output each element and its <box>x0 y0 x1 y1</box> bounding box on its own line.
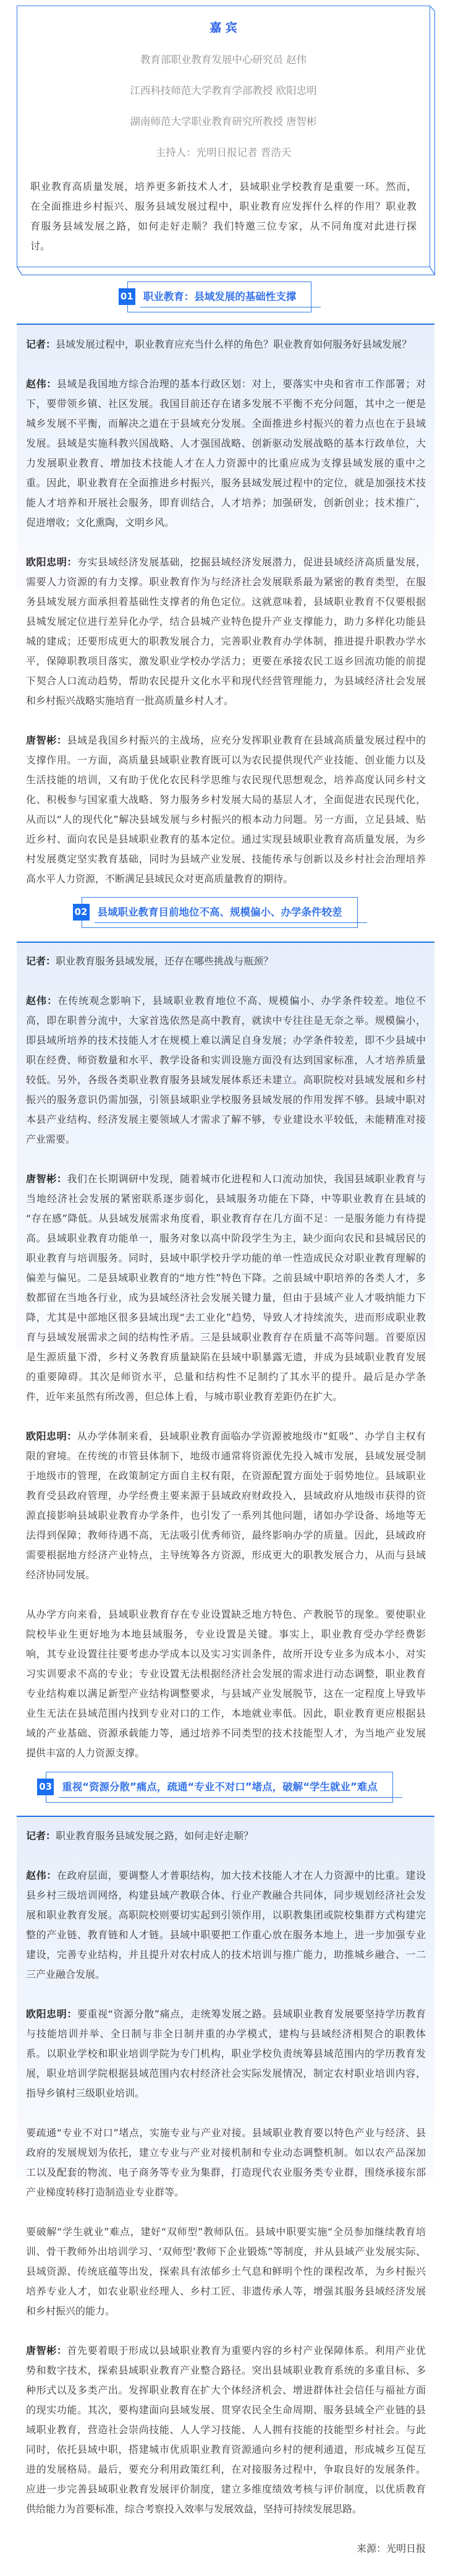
text-line: 指导乡镇村三级职业培训。 <box>26 2087 145 2099</box>
text-line: 从办学方向来看，县域职业教育存在专业设置缺乏地方特色、产教脱节的现象。要使职业 <box>26 1608 426 1620</box>
line-text: 职业教育服务县域发展，还存在哪些挑战与瓶颈？ <box>56 955 274 967</box>
intro-paragraph <box>30 177 417 256</box>
section-header-03 <box>0 1772 453 1803</box>
line-text: 职业教育服务县域发展之路，如何走好走顺？ <box>56 1830 254 1842</box>
text-line: 经济协同发展。 <box>26 1569 96 1581</box>
text-line: 工以及配套的物流、电子商务等专业为集群，打造现代农业服务类专业群，围绕承接东部 <box>26 2166 426 2178</box>
text-line: 生活技能的培训，又有助于优化农民科学思维与农民现代思想观念，培养高度认同乡村文 <box>26 774 426 786</box>
text-line: 响，其专业设置往往要考虑办学成本以及实习实训条件，故所开设专业多为成本小、对实 <box>26 1648 426 1660</box>
speaker-label: 赵伟： <box>26 1870 57 1881</box>
text-line: 产业梯度转移打造制造业专业群等。 <box>26 2186 185 2198</box>
answer-paragraph <box>26 374 426 533</box>
text-line: 力发展职业教育、增加技术技能人才在人力资源中的比重应成为支撑县域发展的重中之 <box>26 457 426 469</box>
text-line: 培养专业人才，如农业职业经理人、乡村工匠、非遗传承人等，增强其服务县域经济发展 <box>26 2285 426 2297</box>
answer-paragraph-continued <box>26 1605 426 1763</box>
section-header-01 <box>0 281 453 312</box>
text-line: 职在经费、师资数量和水平、教学设备和实训设施方面没有达到国家标准，人才培养质量 <box>26 1054 426 1066</box>
text-line: 高，即在职普分流中，大家首选依然是高中教育，就读中专往往是无奈之举。规模偏小， <box>26 1015 426 1026</box>
panel-body <box>26 951 426 1763</box>
text-line <box>26 552 426 572</box>
text-line: 促进增收；文化熏陶，文明乡风。 <box>26 517 175 528</box>
text-line: 同时，依托县域中职，搭建城市优质职业教育资源通向乡村的便利通道，形成城乡互促互 <box>26 2444 426 2455</box>
answer-paragraph <box>26 2341 426 2519</box>
text-line: 进的发展格局。最后，要充分利用政策红利，在对接服务过程中，争取良好的发展条件。 <box>26 2463 426 2475</box>
guest-list <box>30 38 417 163</box>
text-line: 较低。另外，各级各类职业教育服务县域发展体系还未建立。高职院校对县域发展和乡村 <box>26 1074 426 1086</box>
line-text: 县域是我国乡村振兴的主战场，应充分发挥职业教育在县域高质量发展过程中的 <box>67 734 426 746</box>
text-line: 振兴的服务意识仍需加强，引领县域职业学校服务县域发展的作用发挥不够。县域中职对 <box>26 1094 426 1106</box>
text-line: 讨。 <box>30 240 51 252</box>
guest-intro-inner <box>17 6 430 267</box>
text-line: 限的窘境。在传统的市管县体制下，地级市通常将资源优先投入城市发展，县域发展受制 <box>26 1450 426 1462</box>
answer-paragraph <box>26 991 426 1149</box>
answer-paragraph <box>26 1169 426 1407</box>
text-line: 要破解“学生就业”难点，建好“双师型”教师队伍。县域中职要实施“全员参加继续教育培 <box>26 2226 426 2238</box>
text-line: 高。县域职业教育功能单一，服务对象以高中阶段学生为主，缺少面向农民和县城居民的 <box>26 1232 426 1244</box>
text-line: 数都留在当地各行业，成为县域经济社会发展关键力量，但由于县域产业人才吸纳能力下 <box>26 1292 426 1303</box>
text-line: 整的产业链、教育链和人才链。县域中职要把工作重心放在服务本地上，进一步加强专业 <box>26 1929 426 1941</box>
line-text: 首先要着眼于形成以县域职业教育为重要内容的乡村产业保障体系。利用产业优 <box>67 2345 426 2356</box>
text-line: 和乡村振兴战略实施培育一批高质量乡村人才。 <box>26 695 234 706</box>
text-line: 教育受县政府管理，办学经费主要来源于县域政府财政投入，县域政府从地级市获得的资 <box>26 1490 426 1501</box>
guest-line: 江西科技师范大学教育学部教授 欧阳忠明 <box>130 85 317 97</box>
speaker-label: 欧阳忠明： <box>26 2008 77 2020</box>
text-line: 是生源质量下滑，乡村义务教育质量缺陷在县域中职暴露无遗，并成为县域职业教育发展 <box>26 1351 426 1363</box>
answer-paragraph <box>26 552 426 711</box>
text-line: 县城发展定位进行差异化办学，结合县城产业特色提升产业支撑能力，助力多样化功能县 <box>26 616 426 627</box>
text-line: “存在感”降低。从县域发展需求角度看，职业教育存在几方面不足：一是服务能力有待提 <box>26 1213 426 1224</box>
text-line: 种形式以及多类产出。发挥职业教育在扩大个体经济机会、增进群体社会信任与福祉方面 <box>26 2384 426 2396</box>
text-line: 域职业教育，营造社会崇尚技能、人人学习技能、人人拥有技能的技能型乡村社会。与此 <box>26 2424 426 2436</box>
host-line: 主持人：光明日报记者 晋浩天 <box>155 147 292 158</box>
text-line: 供给能力为首要标准，综合考察投入效率与发展效益，坚持可持续发展思路。 <box>26 2503 363 2515</box>
answer-paragraph <box>26 1427 426 1585</box>
text-line: 降，尤其是中部地区很多县域出现“去工业化”趋势，导致人才持续流失，进而形成职业教 <box>26 1312 426 1323</box>
text-line: 村发展奠定坚实教育基础，同时为县域产业发展、技能传承与创新以及乡村社会治理培养 <box>26 853 426 865</box>
text-line: 县域资源、传统底蕴等出发，探索具有浓郁乡土气息和鲜明个性的课程改革，为乡村振兴 <box>26 2265 426 2277</box>
text-line: 偏差与偏见。二是县域职业教育的“地方性”特色下降。之前县域中职培养的各类人才，多 <box>26 1272 426 1284</box>
text-line: 即县域所培养的技术技能人才在规模上难以满足自身发展；办学条件较差，即不少县域中 <box>26 1034 426 1046</box>
text-line: 支撑作用。一方面，高质量县域职业教育既可以为农民提供现代产业技能、创业能力以及 <box>26 754 426 766</box>
text-line: 县乡村三级培训网络，构建县域产教联合体、行业产教融合共同体，同步规划经济社会发 <box>26 1889 426 1901</box>
speaker-label: 记者： <box>26 338 56 350</box>
line-text: 我们在长期调研中发现，随着城市化进程和人口流动加快，我国县域职业教育与 <box>67 1173 426 1185</box>
text-line: 城乡发展不平衡，而解决之道在于县域充分发展。全面推进乡村振兴的着力点也在于县域 <box>26 418 426 429</box>
line-text: 在传统观念影响下，县域职业教育地位不高、规模偏小、办学条件较差。地位不 <box>57 995 426 1007</box>
text-line: 本县产业结构、经济发展主要领域人才需求了解不够，专业建设水平较低，未能精准对接 <box>26 1114 426 1125</box>
question-paragraph <box>26 335 426 354</box>
text-line: 训、骨干教师外出培训学习、‘双师型’教师下企业锻炼”等制度，并从县域产业发展实际、 <box>26 2246 426 2257</box>
text-line <box>26 2004 426 2024</box>
text-line <box>26 1427 426 1446</box>
answer-paragraph <box>26 731 426 889</box>
guest-line: 教育部职业教育发展中心研究员 赵伟 <box>140 54 307 66</box>
text-line: 应进一步完善县域职业教育发展评价制度，建立多维度绩效考核与评价制度，以优质教育 <box>26 2483 426 2495</box>
guest-line: 湖南师范大学职业教育研究所教授 唐智彬 <box>130 116 317 127</box>
panel-body <box>26 1826 426 2559</box>
section-number-badge: 03 <box>37 1779 54 1795</box>
text-line <box>26 1866 426 1886</box>
speaker-label: 记者： <box>26 1830 56 1842</box>
text-line: 能人才培养和开展社会服务，即育训结合，人才培养；加强研发，创新创业；技术推广， <box>26 497 426 509</box>
text-line: 展，职业培训学院根据县域范围内农村经济社会实际发展情况，制定农村职业培训内容， <box>26 2067 426 2079</box>
line-text: 从办学体制来看，县域职业教育面临办学资源被地级市“虹吸”、办学自主权有 <box>77 1430 426 1442</box>
qa-panel-3 <box>17 1816 434 2559</box>
guest-intro-box <box>17 6 435 275</box>
source-credit: 来源：光明日报 <box>356 2543 426 2554</box>
speaker-label: 赵伟： <box>26 378 57 390</box>
text-line: 要疏通“专业不对口”堵点，实施专业与产业对接。县域职业教育要以特色产业与经济、县 <box>26 2127 426 2139</box>
text-line: 的现实功能。其次，要构建面向县域发展、贯穿农民全生命周期、服务县域全产业链的县 <box>26 2404 426 2416</box>
speaker-label: 唐智彬： <box>26 2345 67 2356</box>
text-line: 城的建成；还要形成更大的职教发展合力，完善职业教育办学体制，推进提升职教办学水 <box>26 635 426 647</box>
text-line: 系。以职业学校和职业培训学院为专门机构，职业学校负责统筹县域范围内的学历教育发 <box>26 2048 426 2059</box>
text-line: 件，近年来虽然有所改善，但总体上看，与城市职业教育差距仍在扩大。 <box>26 1391 343 1402</box>
text-line: 务县域发展方面承担着基础性支撑者的角色定位。这就意味着，县域职业教育不仅要根据 <box>26 596 426 608</box>
line-text: 县域发展过程中，职业教育应充当什么样的角色？职业教育如何服务好县域发展？ <box>56 338 412 350</box>
text-line: 下，要带领乡镇、社区发展。我国目前还存在诸多发展不平衡不充分问题，其中之一便是 <box>26 398 426 410</box>
text-line: 于地级市的管理，在政策制定方面自主权有限，在资源配置方面处于弱势地位。县域职业 <box>26 1470 426 1482</box>
text-line: 化、积极参与国家重大战略、努力服务乡村发展大局的基层人才，全面促进农民现代化， <box>26 794 426 805</box>
text-line: 习实训要求不高的专业；专业设置无法根据经济社会发展的需求进行动态调整，职业教育 <box>26 1668 426 1680</box>
line-text: 在政府层面，要调整人才普职结构，加大技术技能人才在人力资源中的比重。建设 <box>56 1870 426 1881</box>
speaker-label: 欧阳忠明： <box>26 1430 77 1442</box>
text-line: 源直接影响县域职业教育办学条件，也引发了一系列其他问题，诸如办学设备、场地等无 <box>26 1509 426 1521</box>
text-line: 法得到保障；教师待遇不高，无法吸引优秀师资，最终影响办学的质量。因此，县域政府 <box>26 1529 426 1541</box>
text-line: 从而以“人的现代化”解决县域发展与乡村振兴的根本动力问题。另一方面，立足县域、贴 <box>26 814 426 825</box>
text-line: 重。因此，职业教育在全面推进乡村振兴，服务县域发展过程中的定位，就是加强技术技 <box>26 477 426 489</box>
speaker-label: 欧阳忠明： <box>26 556 78 568</box>
text-line <box>26 991 426 1011</box>
speaker-label: 记者： <box>26 955 56 967</box>
section-header-group <box>73 897 367 928</box>
text-line: 院校毕业生更好地为本地县域服务，专业设置是关键。事实上，职业教育受办学经费影 <box>26 1628 426 1640</box>
text-line <box>26 335 426 354</box>
text-line: 当地经济社会发展的紧密联系逐步弱化，县域服务功能在下降，中等职业教育在县域的 <box>26 1193 426 1204</box>
answer-paragraph <box>26 1866 426 1985</box>
section-header-group <box>119 281 321 312</box>
text-line: 政府的发展规划为依托，建立专业与产业对接机制和专业动态调整机制。如以农产品深加 <box>26 2147 426 2158</box>
text-line: 与技能培训并举、全日制与非全日制并重的办学模式，建构与县域经济相契合的职教体 <box>26 2028 426 2040</box>
text-line: 在全面推进乡村振兴、服务县域发展过程中，职业教育应发挥什么样的作用？职业教 <box>30 200 417 212</box>
text-line: 需要根据地方经济产业特点，主导统筹各方资源，形成更大的职教发展合力，从而与县域 <box>26 1549 426 1561</box>
text-line: 高水平人力资源，不断满足县域民众对更高质量教育的期待。 <box>26 873 294 885</box>
text-line: 育服务县域发展之路，如何走好走顺？我们特邀三位专家，从不同角度对此进行探 <box>30 220 417 232</box>
text-line: 提供丰富的人力资源支撑。 <box>26 1747 145 1759</box>
panel-body <box>26 335 426 889</box>
answer-paragraph <box>26 2004 426 2103</box>
text-line: 近乡村、面向农民是县域职业教育的基本定位。通过实现县域职业教育高质量发展，为乡 <box>26 833 426 845</box>
qa-panel-2 <box>17 942 434 1763</box>
text-line: 职业教育高质量发展，培养更多新技术人才，县域职业学校教育是重要一环。然而， <box>30 181 417 192</box>
text-line: 三产业融合发展。 <box>26 1968 106 1980</box>
answer-paragraph-continued <box>26 2123 426 2202</box>
qa-panel-1 <box>17 324 434 889</box>
text-line: 域的产业基础、资源承载能力等，通过培养不同类型的技术技能型人才，为当地产业发展 <box>26 1727 426 1739</box>
text-line: 建设，完善专业结构，并且提升对农村成人的技术培训与推广能力，助推城乡融合、一二 <box>26 1949 426 1960</box>
section-underline <box>59 1797 402 1798</box>
text-line: 产业需要。 <box>26 1133 76 1145</box>
text-line: 下契合人口流动趋势，帮助农民提升文化水平和现代经营管理能力，为县域经济社会发展 <box>26 675 426 687</box>
text-line: 专业结构难以满足新型产业结构调整要求，与县域产业发展脱节，这在一定程度上导致毕 <box>26 1688 426 1699</box>
text-line <box>26 1169 426 1189</box>
line-text: 夯实县域经济发展基础，挖掘县域经济发展潜力，促进县域经济高质量发展， <box>77 556 426 568</box>
text-line: 业生无法在县域范围内找到专业对口的工作，本地就业率低。因此，职业教育更应根据县 <box>26 1707 426 1719</box>
question-paragraph <box>26 951 426 971</box>
guests-heading: 嘉 宾 <box>210 21 237 35</box>
line-text: 要重视“资源分散”痛点，走统筹发展之路。县域职业教育发展要坚持学历教育 <box>77 2008 426 2020</box>
text-line: 发展。县域是实施科教兴国战略、人才强国战略、创新驱动发展战略的基本行政单位，大 <box>26 437 426 449</box>
text-line <box>26 2341 426 2361</box>
text-line: 职业教育与培训服务。同时，县域中职学校升学功能的单一性造成民众对职业教育理解的 <box>26 1252 426 1264</box>
section-number-badge: 02 <box>73 904 90 921</box>
text-line: 育与县域发展需求之间的结构性矛盾。三是县域职业教育存在质量不高等问题。首要原因 <box>26 1331 426 1343</box>
line-text: 县域是我国地方综合治理的基本行政区划：对上，要落实中央和省市工作部署；对 <box>56 378 426 390</box>
section-header-group <box>37 1772 402 1803</box>
answer-paragraph-continued <box>26 2222 426 2321</box>
text-line: 展和职业教育发展。高职院校则要切实起到引领作用，以职教集团或院校集群方式构建完 <box>26 1909 426 1921</box>
text-line: 需要人力资源的有力支撑。职业教育作为与经济社会发展联系最为紧密的教育类型，在服 <box>26 576 426 588</box>
text-line: 平，保障职教项目落实，激发职业学校办学活力；更要在承接农民工返乡回流功能的前提 <box>26 655 426 667</box>
section-title: 职业教育：县域发展的基础性支撑 <box>127 281 312 312</box>
text-line: 的重要障碍。其次是师资水平，总量和结构性不足制约了其水平的提升。最后是办学条 <box>26 1371 426 1383</box>
text-line <box>26 1826 426 1846</box>
text-line <box>26 951 426 971</box>
section-underline <box>95 922 367 923</box>
text-line <box>26 374 426 394</box>
speaker-label: 唐智彬： <box>26 734 67 746</box>
text-line: 和乡村振兴的能力。 <box>26 2305 116 2317</box>
question-paragraph <box>26 1826 426 1846</box>
section-header-02 <box>0 897 453 928</box>
section-title: 县域职业教育目前地位不高、规模偏小、办学条件较差 <box>82 897 358 928</box>
speaker-label: 赵伟： <box>26 995 58 1007</box>
section-title: 重视“资源分散”痛点，疏通“专业不对口”堵点，破解“学生就业”难点 <box>46 1772 393 1803</box>
text-line <box>26 731 426 750</box>
section-number-badge: 01 <box>119 288 135 305</box>
speaker-label: 唐智彬： <box>26 1173 67 1185</box>
text-line: 势和数字技术，探索县域职业教育产业整合路径。突出县域职业教育系统的多重目标、多 <box>26 2364 426 2376</box>
